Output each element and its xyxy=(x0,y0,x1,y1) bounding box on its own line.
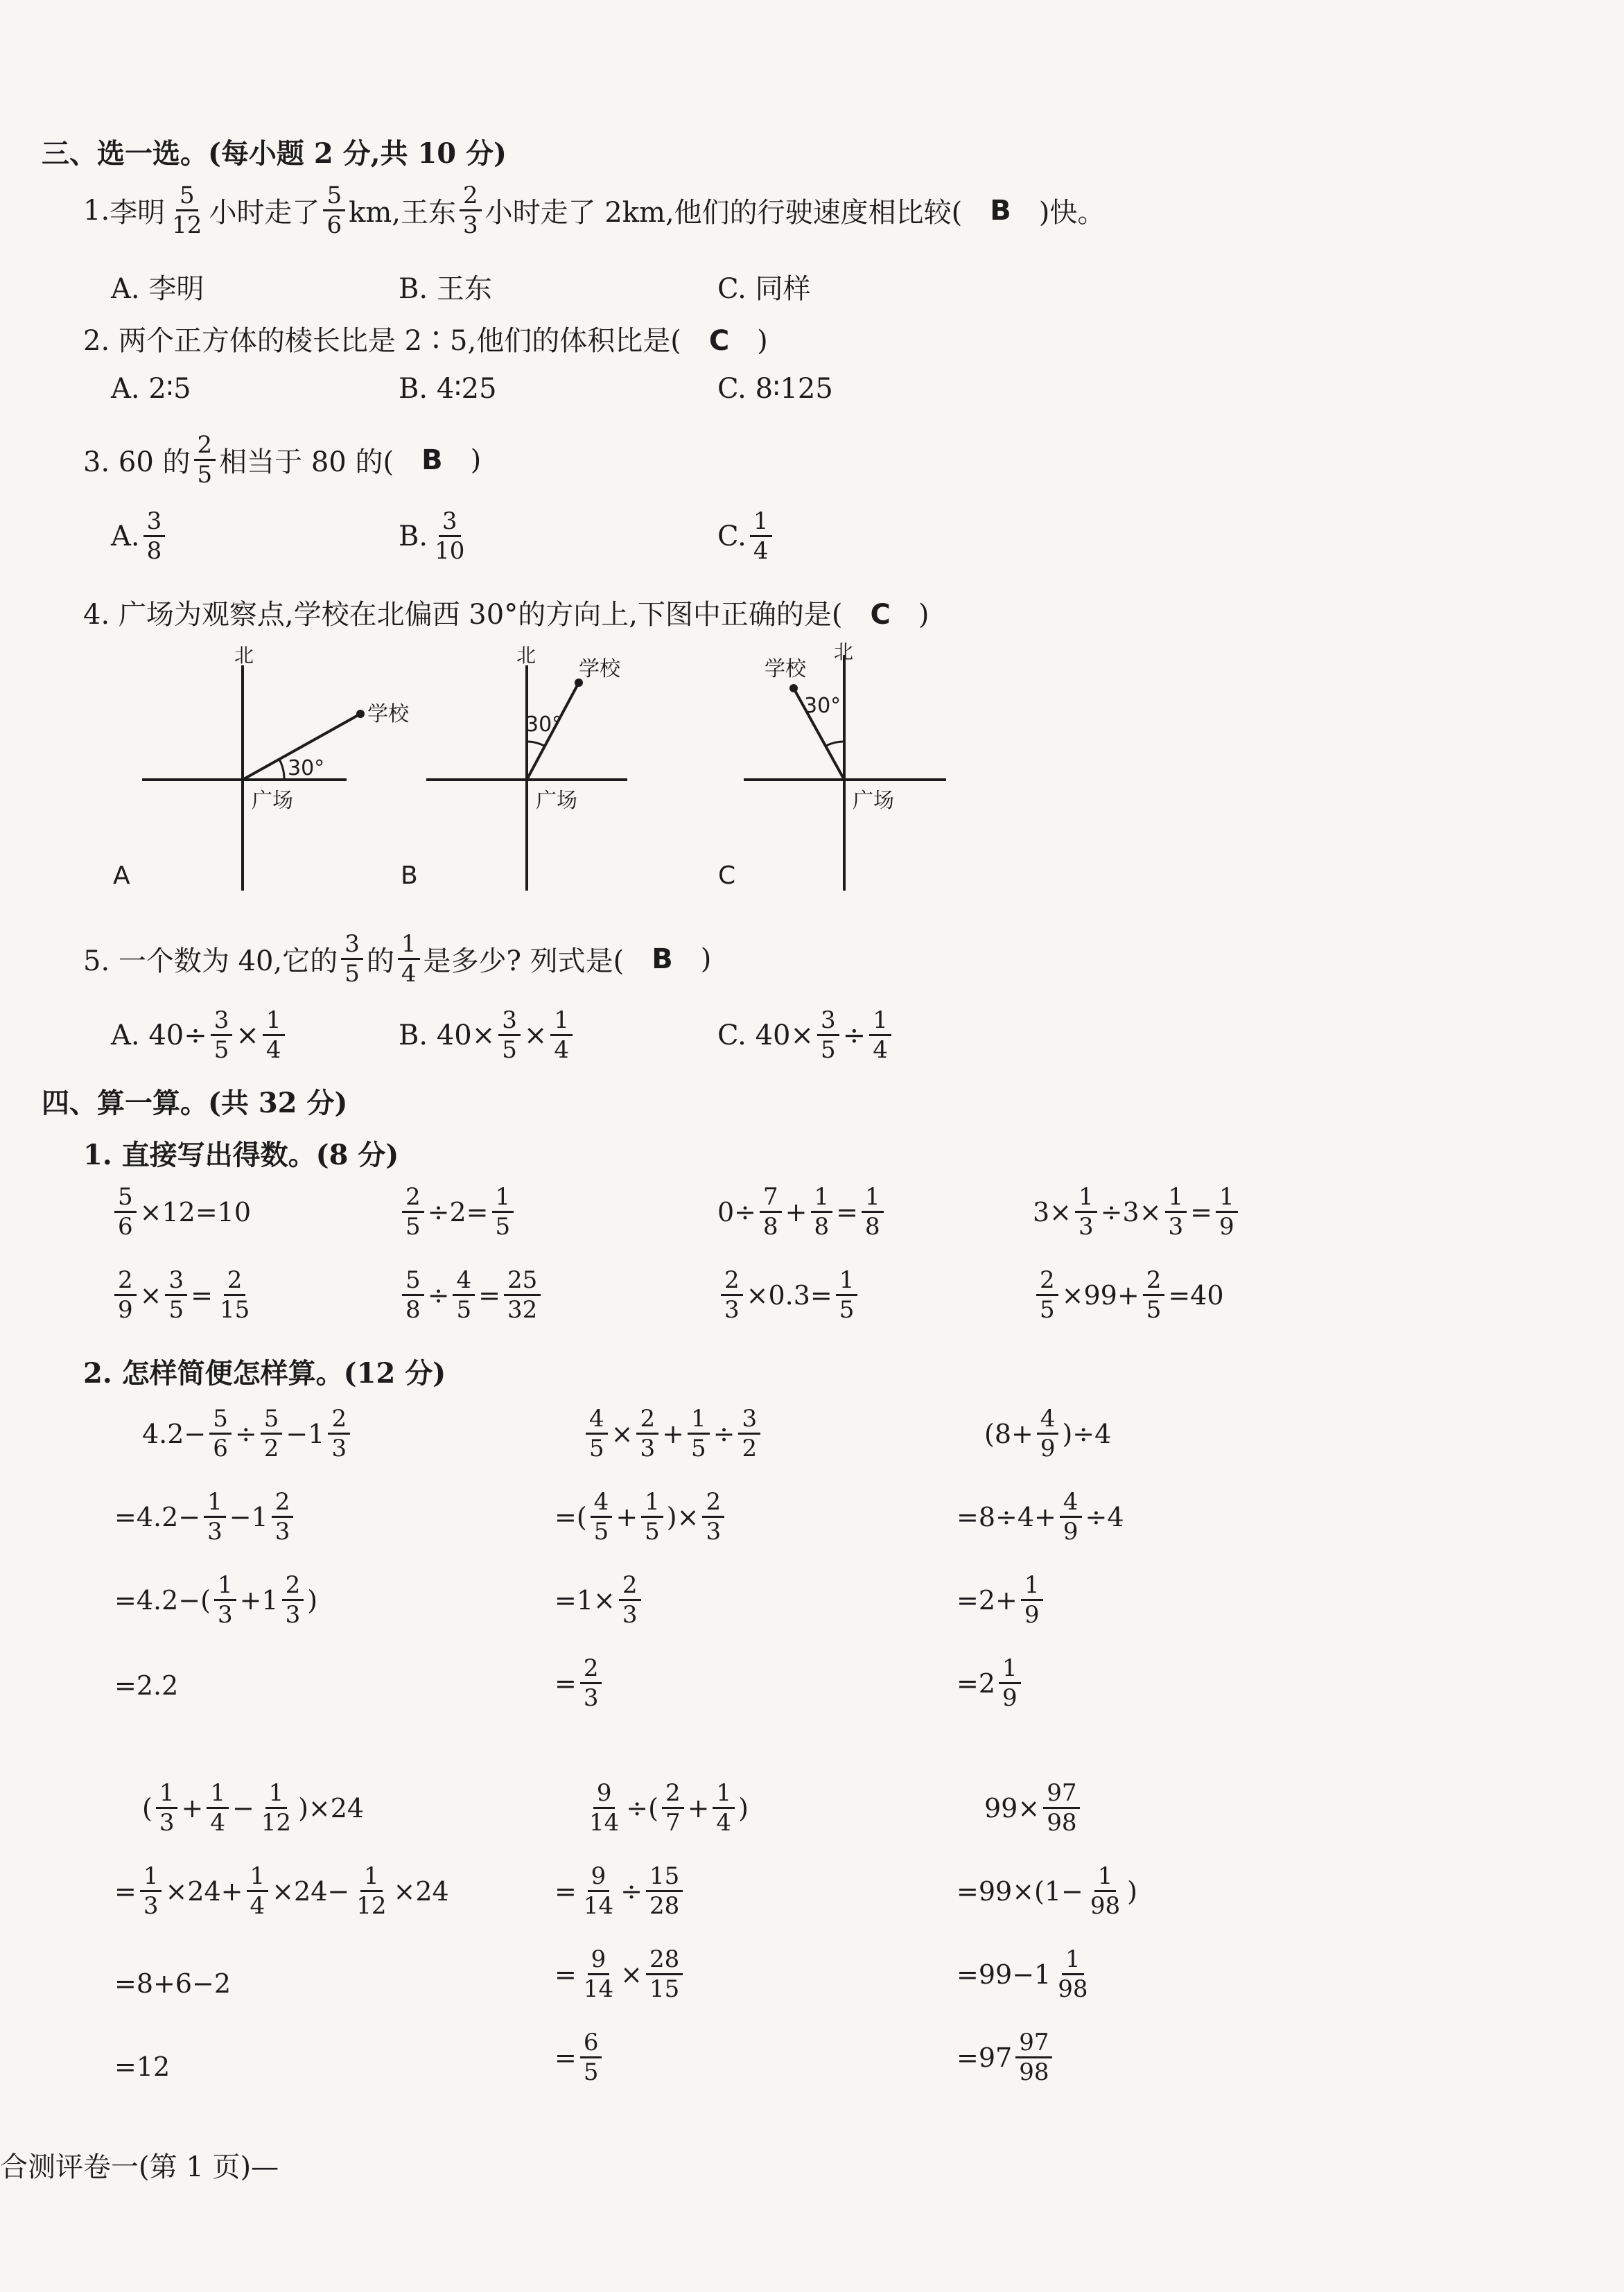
text: )快。 xyxy=(1038,197,1106,229)
calc-a-line-2: =4.2− $\frac{1}{3}$ −1 $\frac{2}{3}$ xyxy=(114,1490,297,1543)
text: ) xyxy=(757,325,768,357)
calc-c-line-1: (8+ $\frac{4}{9}$ )÷4 xyxy=(984,1405,1112,1462)
direct-calc-5: $\frac{2}{9}$ × $\frac{3}{5}$ = $\frac{2}{15}$ xyxy=(111,1268,256,1322)
answer-5: B xyxy=(652,943,673,975)
calc-e-line-3: = $\frac{9}{14}$ × $\frac{28}{15}$ xyxy=(555,1948,686,2001)
calc-f-line-1: 99× $\frac{97}{98}$ xyxy=(984,1781,1083,1835)
q2-option-a: A. 2∶5 xyxy=(111,373,191,405)
fraction: $\frac{5}{6}$ xyxy=(323,184,345,237)
calc-f-line-2: =99×(1− $\frac{1}{98}$ ) xyxy=(957,1862,1137,1920)
q1-option-b: B. 王东 xyxy=(399,273,492,305)
q3-option-b: B. $\frac{3}{10}$ xyxy=(399,507,465,565)
direct-calc-6: $\frac{5}{8}$ ÷ $\frac{4}{5}$ = $\frac{25}{32}$ xyxy=(399,1268,544,1322)
text: ) xyxy=(700,943,712,975)
fraction: $\frac{2}{5}$ xyxy=(194,433,216,487)
school-label: 学校 xyxy=(579,657,620,681)
text: ) xyxy=(918,599,929,631)
fraction: $\frac{2}{3}$ xyxy=(460,184,482,237)
calc-f-line-4: =97 $\frac{97}{98}$ xyxy=(957,2031,1056,2084)
q5-option-a: A. 40÷ $\frac{3}{5}$ × $\frac{1}{4}$ xyxy=(111,1008,288,1062)
calc-b-line-2: =( $\frac{4}{5}$ + $\frac{1}{5}$ )× $\frac{2}{3}$ xyxy=(555,1490,728,1543)
text: 小时走了 2km,他们的行驶速度相比较( xyxy=(484,197,963,229)
direct-calc-8: $\frac{2}{5}$ ×99+ $\frac{2}{5}$ =40 xyxy=(1033,1268,1224,1322)
calc-c-line-2: =8÷4+ $\frac{4}{9}$ ÷4 xyxy=(957,1488,1124,1546)
calc-e-line-1: $\frac{9}{14}$ ÷( $\frac{2}{7}$ + $\frac{1}{4}$ ) xyxy=(589,1779,749,1837)
fraction: $\frac{5}{12}$ xyxy=(172,182,202,239)
text: 2. 两个正方体的棱长比是 2∶5,他们的体积比是( xyxy=(83,325,681,357)
north-label: 北 xyxy=(234,644,254,667)
diagram-label-a: A xyxy=(113,861,130,890)
answer-1: B xyxy=(990,194,1011,227)
q3-option-c: C. $\frac{1}{4}$ xyxy=(717,509,776,563)
angle-label: 30° xyxy=(525,712,563,737)
diagram-a xyxy=(113,644,410,891)
question-2 xyxy=(83,319,768,358)
school-label: 学校 xyxy=(765,657,806,681)
angle-label: 30° xyxy=(804,694,841,718)
direct-calc-1: $\frac{5}{6}$ ×12=10 xyxy=(111,1185,251,1239)
calc-a-line-4: =2.2 xyxy=(114,1670,179,1701)
q2-option-b: B. 4∶25 xyxy=(399,373,497,405)
calc-b-line-1: $\frac{4}{5}$ × $\frac{2}{3}$ + $\frac{1}{5}$ ÷ $\frac{3}{2}$ xyxy=(582,1407,764,1460)
question-3 xyxy=(83,433,481,487)
calc-d-line-4: =12 xyxy=(114,2052,171,2082)
direct-calc-7: $\frac{2}{3}$ ×0.3= $\frac{1}{5}$ xyxy=(717,1268,861,1322)
fraction: $\frac{1}{4}$ xyxy=(398,932,420,986)
calc-c-line-4: =2 $\frac{1}{9}$ xyxy=(957,1656,1024,1710)
direct-calc-3: 0÷ $\frac{7}{8}$ + $\frac{1}{8}$ = $\frac{1}{8}$ xyxy=(717,1185,887,1239)
question-1 xyxy=(83,184,1105,237)
text: km,王东 xyxy=(349,197,456,229)
diagram-label-b: B xyxy=(401,861,418,890)
answer-3: B xyxy=(421,444,443,476)
calc-d-line-1: ( $\frac{1}{3}$ + $\frac{1}{4}$ − $\frac{1}{12}$ )×24 xyxy=(142,1779,365,1837)
q5-option-b: B. 40× $\frac{3}{5}$ × $\frac{1}{4}$ xyxy=(399,1008,576,1062)
part-1-title: 1. 直接写出得数。(8 分) xyxy=(83,1139,399,1171)
q5-option-c: C. 40× $\frac{3}{5}$ ÷ $\frac{1}{4}$ xyxy=(717,1008,895,1062)
answer-2: C xyxy=(708,325,730,357)
calc-e-line-2: = $\frac{9}{14}$ ÷ $\frac{15}{28}$ xyxy=(555,1864,686,1918)
direct-calc-4: 3× $\frac{1}{3}$ ÷3× $\frac{1}{3}$ = $\frac{1}{9}$ xyxy=(1033,1185,1241,1239)
direct-calc-2: $\frac{2}{5}$ ÷2= $\frac{1}{5}$ xyxy=(399,1185,517,1239)
part-2-title: 2. 怎样简便怎样算。(12 分) xyxy=(83,1357,446,1390)
section-4-title: 四、算一算。(共 32 分) xyxy=(42,1087,348,1119)
q1-option-a: A. 李明 xyxy=(111,273,204,305)
calc-d-line-2: = $\frac{1}{3}$ ×24+ $\frac{1}{4}$ ×24− $\frac{1}{12}$ ×24 xyxy=(114,1862,449,1920)
text: 5. 一个数为 40,它的 xyxy=(83,945,338,977)
north-label: 北 xyxy=(834,640,854,663)
question-number: 1. xyxy=(83,194,110,227)
calc-b-line-4: = $\frac{2}{3}$ xyxy=(555,1656,605,1710)
north-label: 北 xyxy=(516,644,536,667)
square-label: 广场 xyxy=(536,789,577,813)
text: 3. 60 的 xyxy=(83,446,191,478)
calc-f-line-3: =99−1 $\frac{1}{98}$ xyxy=(957,1945,1088,2003)
answer-4: C xyxy=(870,599,891,631)
diagram-label-c: C xyxy=(718,861,736,890)
q2-option-c: C. 8∶125 xyxy=(717,373,833,405)
text: 小时走了 xyxy=(209,197,320,229)
school-label: 学校 xyxy=(367,702,409,726)
fraction: $\frac{3}{5}$ xyxy=(341,932,363,986)
calc-c-line-3: =2+ $\frac{1}{9}$ xyxy=(957,1573,1047,1627)
calc-d-line-3: =8+6−2 xyxy=(114,1968,232,1999)
calc-b-line-3: =1× $\frac{2}{3}$ xyxy=(555,1573,645,1627)
text: 4. 广场为观察点,学校在北偏西 30°的方向上,下图中正确的是( xyxy=(83,599,843,631)
text: 相当于 80 的( xyxy=(219,446,394,478)
calc-a-line-3: =4.2−( $\frac{1}{3}$ +1 $\frac{2}{3}$ ) xyxy=(114,1571,318,1629)
section-3-title: 三、选一选。(每小题 2 分,共 10 分) xyxy=(42,137,507,170)
text: ) xyxy=(470,444,482,476)
direction-diagrams xyxy=(0,624,1005,915)
diagram-b xyxy=(401,644,627,891)
square-label: 广场 xyxy=(252,789,293,813)
calc-a-line-1: 4.2− $\frac{5}{6}$ ÷ $\frac{5}{2}$ −1 $\frac{2}{3}$ xyxy=(142,1407,353,1460)
square-label: 广场 xyxy=(853,789,894,813)
diagram-c xyxy=(718,640,946,891)
q3-option-a: A. $\frac{3}{8}$ xyxy=(111,509,168,563)
angle-label: 30° xyxy=(288,756,325,780)
question-5 xyxy=(83,932,711,986)
q1-option-c: C. 同样 xyxy=(717,273,811,305)
text: 是多少? 列式是( xyxy=(423,945,625,977)
text: 李明 xyxy=(110,197,166,229)
page-footer: 合测评卷一(第 1 页)— xyxy=(0,2151,279,2183)
text: 的 xyxy=(366,945,394,977)
calc-e-line-4: = $\frac{6}{5}$ xyxy=(555,2031,605,2084)
